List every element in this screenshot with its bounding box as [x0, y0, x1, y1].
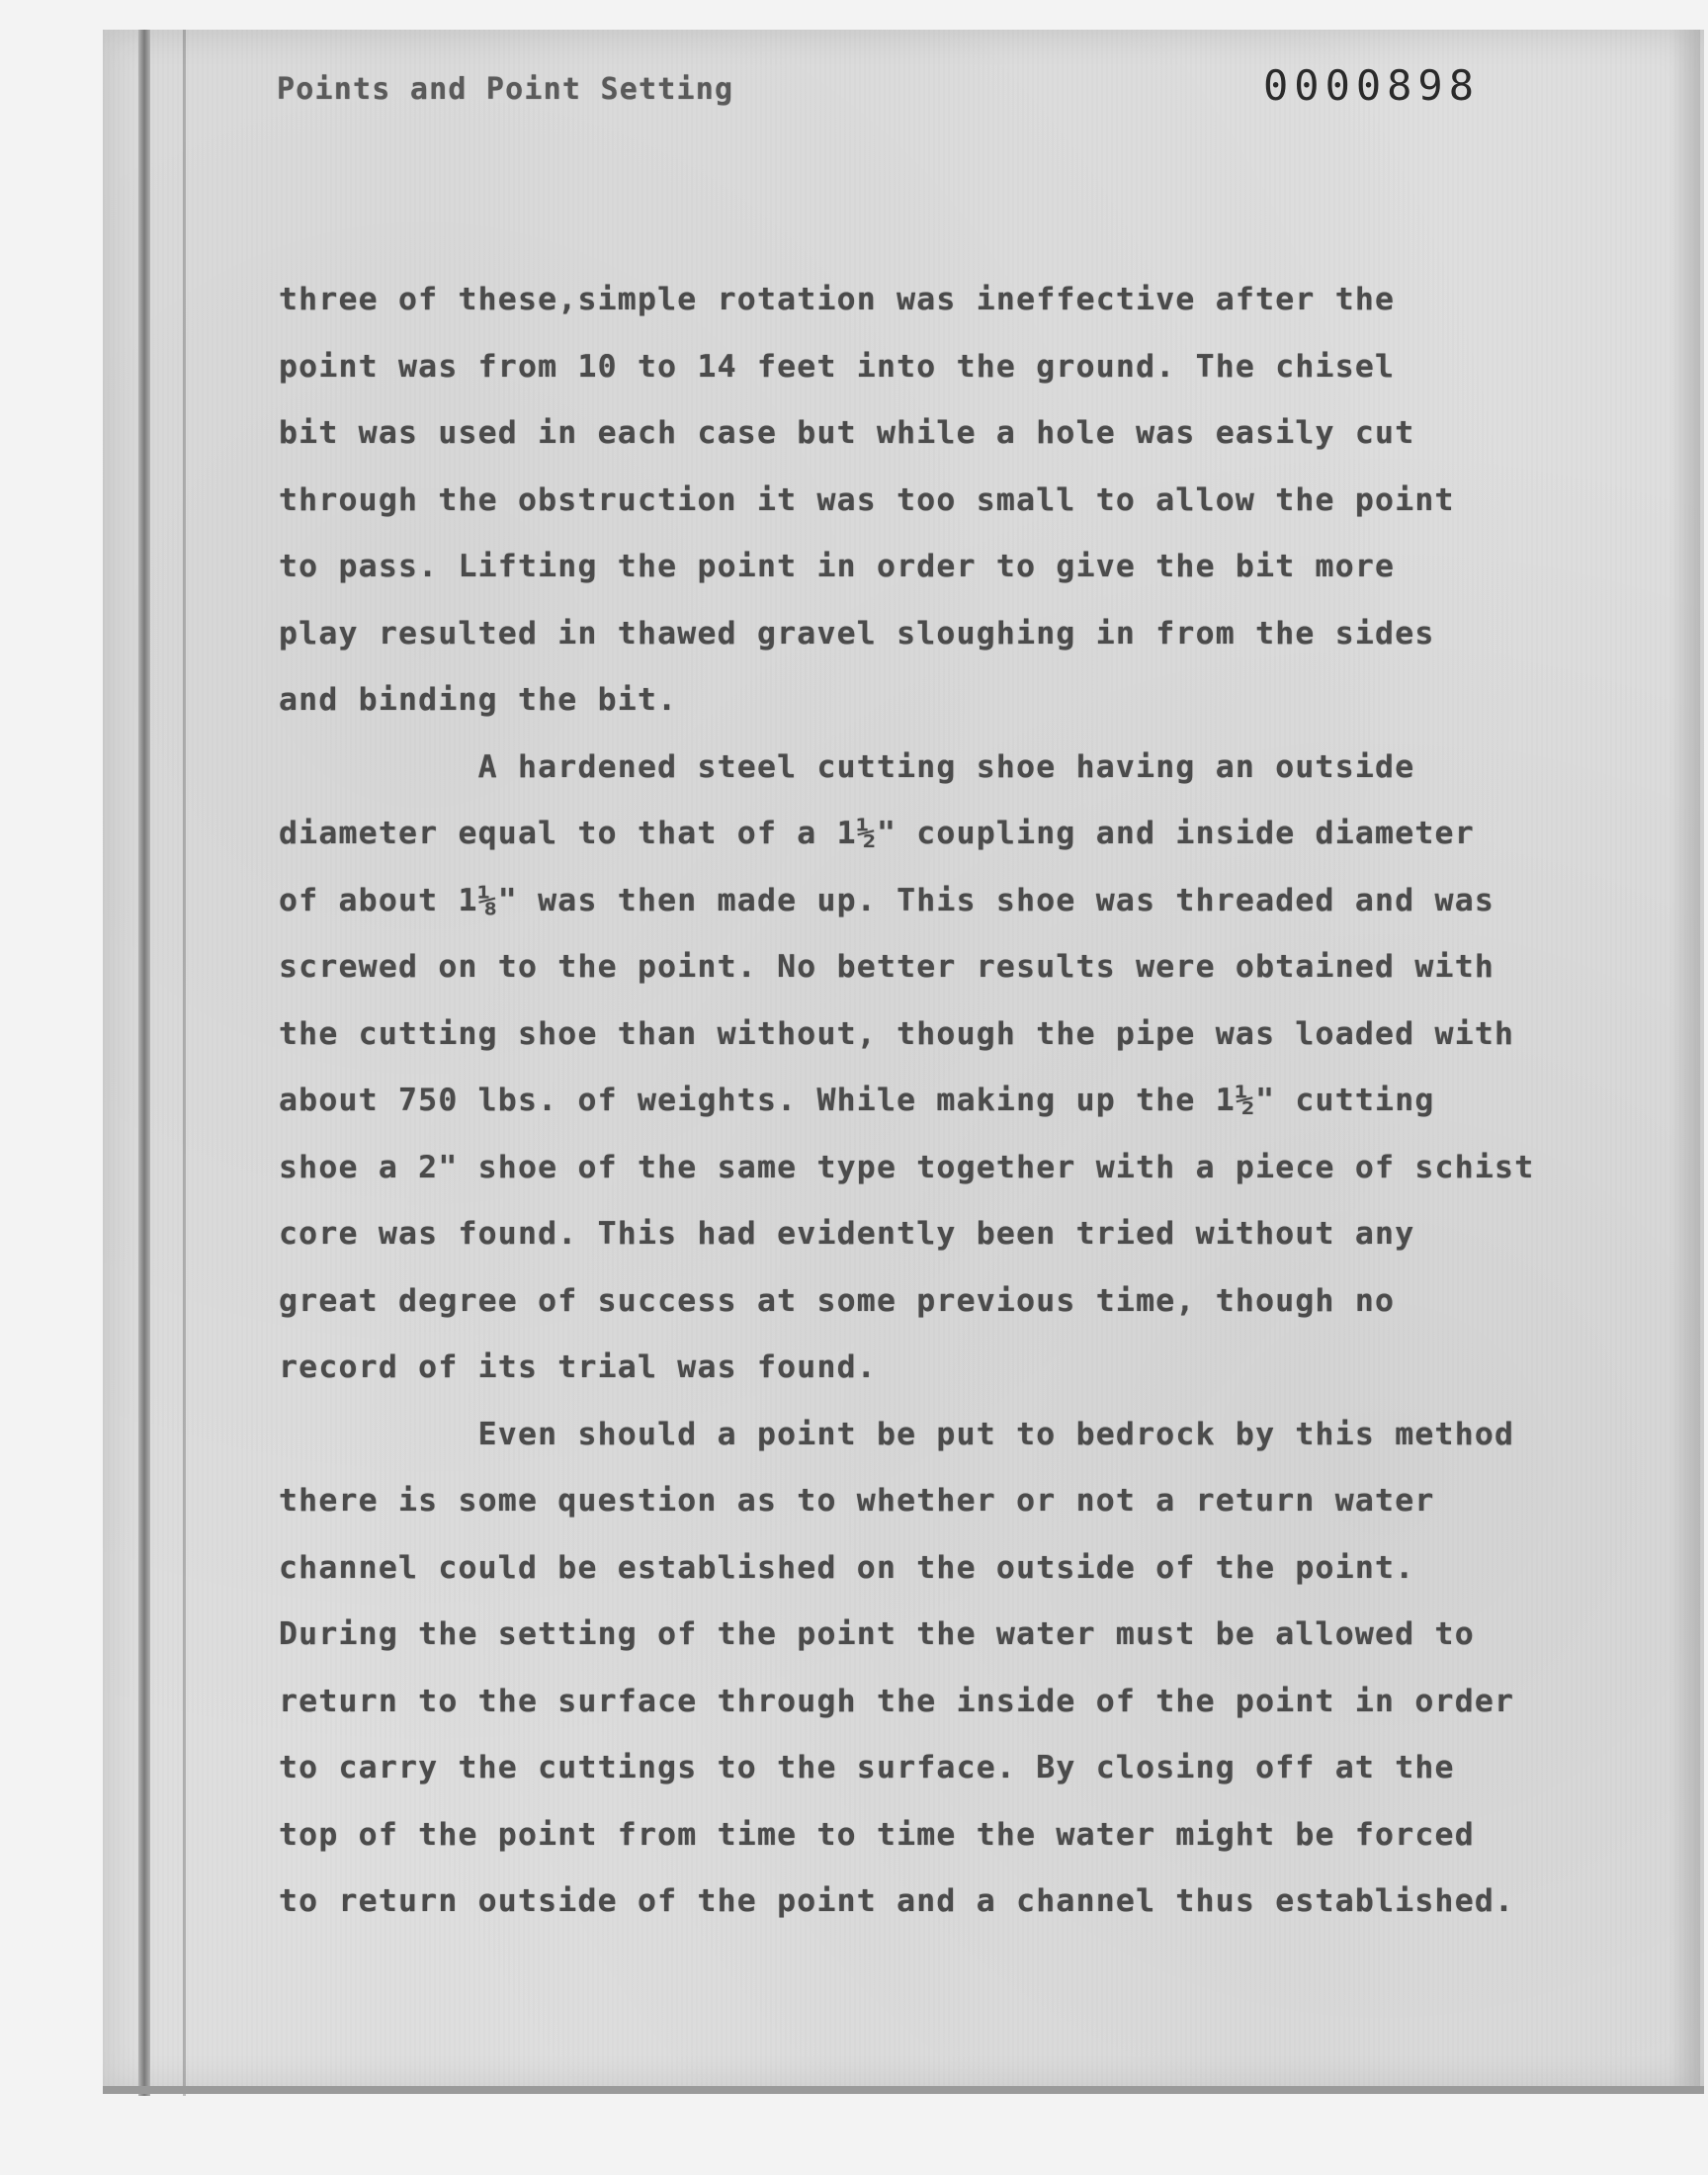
text-line: return to the surface through the inside of the point in order	[279, 1683, 1515, 1719]
binding-edge	[138, 30, 150, 2096]
text-line: diameter equal to that of a 1½" coupling and inside diameter	[279, 816, 1475, 851]
text-line: Even should a point be put to bedrock by this method	[279, 1416, 1515, 1452]
text-line: bit was used in each case but while a hole was easily cut	[279, 415, 1415, 451]
text-line: to pass. Lifting the point in order to give the bit more	[279, 549, 1396, 584]
text-line: top of the point from time to time the water might be forced	[279, 1816, 1475, 1853]
text-line: to carry the cuttings to the surface. By closing off at the	[279, 1750, 1455, 1785]
text-line: and binding the bit.	[279, 682, 678, 718]
body-text	[279, 267, 1564, 1936]
text-line: channel could be established on the outside of the point.	[279, 1549, 1415, 1586]
text-line: about 750 lbs. of weights. While making up the 1½" cutting	[279, 1083, 1435, 1118]
text-line: A hardened steel cutting shoe having an outside	[279, 748, 1415, 785]
text-line: three of these,simple rotation was ineffective after the	[279, 282, 1396, 317]
text-line: through the obstruction it was too small to allow the point	[279, 481, 1455, 518]
text-line: core was found. This had evidently been tried without any	[279, 1216, 1415, 1252]
page-number-stamp: 0000898	[1263, 61, 1481, 110]
text-line: record of its trial was found.	[279, 1349, 877, 1385]
text-line: During the setting of the point the water must be allowed to	[279, 1616, 1475, 1652]
header-title: Points and Point Setting	[277, 72, 734, 107]
page-right-edge-shadow	[1670, 30, 1700, 2091]
text-line: point was from 10 to 14 feet into the ground. The chisel	[279, 348, 1396, 385]
text-line: play resulted in thawed gravel sloughing in from the sides	[279, 615, 1435, 652]
binding-crease	[183, 30, 186, 2096]
text-line: there is some question as to whether or not a return water	[279, 1483, 1435, 1519]
text-line: to return outside of the point and a channel thus established.	[279, 1883, 1515, 1919]
text-line: shoe a 2" shoe of the same type together with a piece of schist	[279, 1149, 1535, 1185]
text-line: screwed on to the point. No better results were obtained with	[279, 949, 1495, 985]
text-line: the cutting shoe than without, though the pipe was loaded with	[279, 1015, 1515, 1052]
text-line: of about 1⅛" was then made up. This shoe was threaded and was	[279, 882, 1495, 918]
text-line: great degree of success at some previous time, though no	[279, 1282, 1396, 1319]
page-bottom-edge	[103, 2086, 1704, 2094]
